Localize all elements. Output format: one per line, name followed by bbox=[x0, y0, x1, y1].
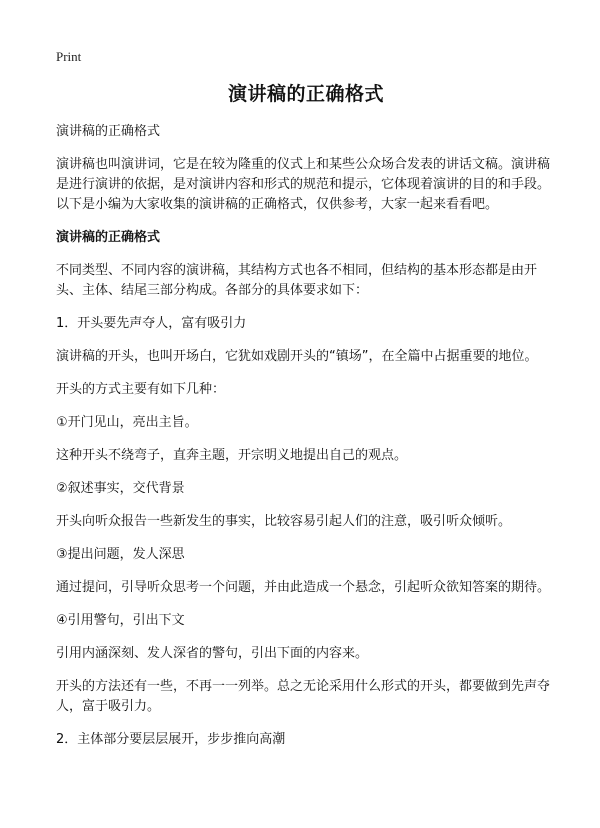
document-title: 演讲稿的正确格式 bbox=[227, 83, 384, 105]
paragraph-opening-methods: 开头的方式主要有如下几种： bbox=[56, 382, 226, 397]
print-link[interactable]: Print bbox=[56, 49, 82, 64]
method-4-text: 引用内涵深刻、发人深省的警句，引出下面的内容来。 bbox=[56, 646, 369, 661]
method-3-text: 通过提问，引导听众思考一个问题，并由此造成一个悬念，引起听众欲知答案的期待。 bbox=[56, 580, 551, 595]
point-1-heading: 1．开头要先声夺人，富有吸引力 bbox=[56, 316, 247, 331]
method-4-heading: ④引用警句，引出下文 bbox=[56, 613, 185, 628]
paragraph-opening: 演讲稿的开头，也叫开场白，它犹如戏剧开头的“镇场”，在全篇中占据重要的地位。 bbox=[56, 349, 538, 364]
point-2-heading: 2．主体部分要层层展开，步步推向高潮 bbox=[56, 732, 286, 747]
paragraph-intro: 演讲稿也叫演讲词，它是在较为隆重的仪式上和某些公众场合发表的讲话文稿。演讲稿是进行演讲的依据，是对演讲内容和形式的规范和提示，它体现着演讲的目的和手段。以下是小编为大家收集的演讲稿的正确格式，仅供参考，大家一起来看看吧。 bbox=[56, 157, 551, 212]
paragraph-structure: 不同类型、不同内容的演讲稿，其结构方式也各不相同，但结构的基本形态都是由开头、主体、结尾三部分构成。各部分的具体要求如下： bbox=[56, 263, 538, 298]
method-2-heading: ②叙述事实，交代背景 bbox=[56, 481, 185, 496]
method-3-heading: ③提出问题，发人深思 bbox=[56, 547, 185, 562]
paragraph-intro-heading: 演讲稿的正确格式 bbox=[56, 124, 161, 139]
paragraph-opening-summary: 开头的方法还有一些，不再一一列举。总之无论采用什么形式的开头，都要做到先声夺人，富于吸引力。 bbox=[56, 679, 551, 714]
method-1-heading: ①开门见山，亮出主旨。 bbox=[56, 415, 198, 430]
method-1-text: 这种开头不绕弯子，直奔主题，开宗明义地提出自己的观点。 bbox=[56, 448, 408, 463]
method-2-text: 开头向听众报告一些新发生的事实，比较容易引起人们的注意，吸引听众倾听。 bbox=[56, 514, 512, 529]
section-heading: 演讲稿的正确格式 bbox=[56, 230, 161, 245]
